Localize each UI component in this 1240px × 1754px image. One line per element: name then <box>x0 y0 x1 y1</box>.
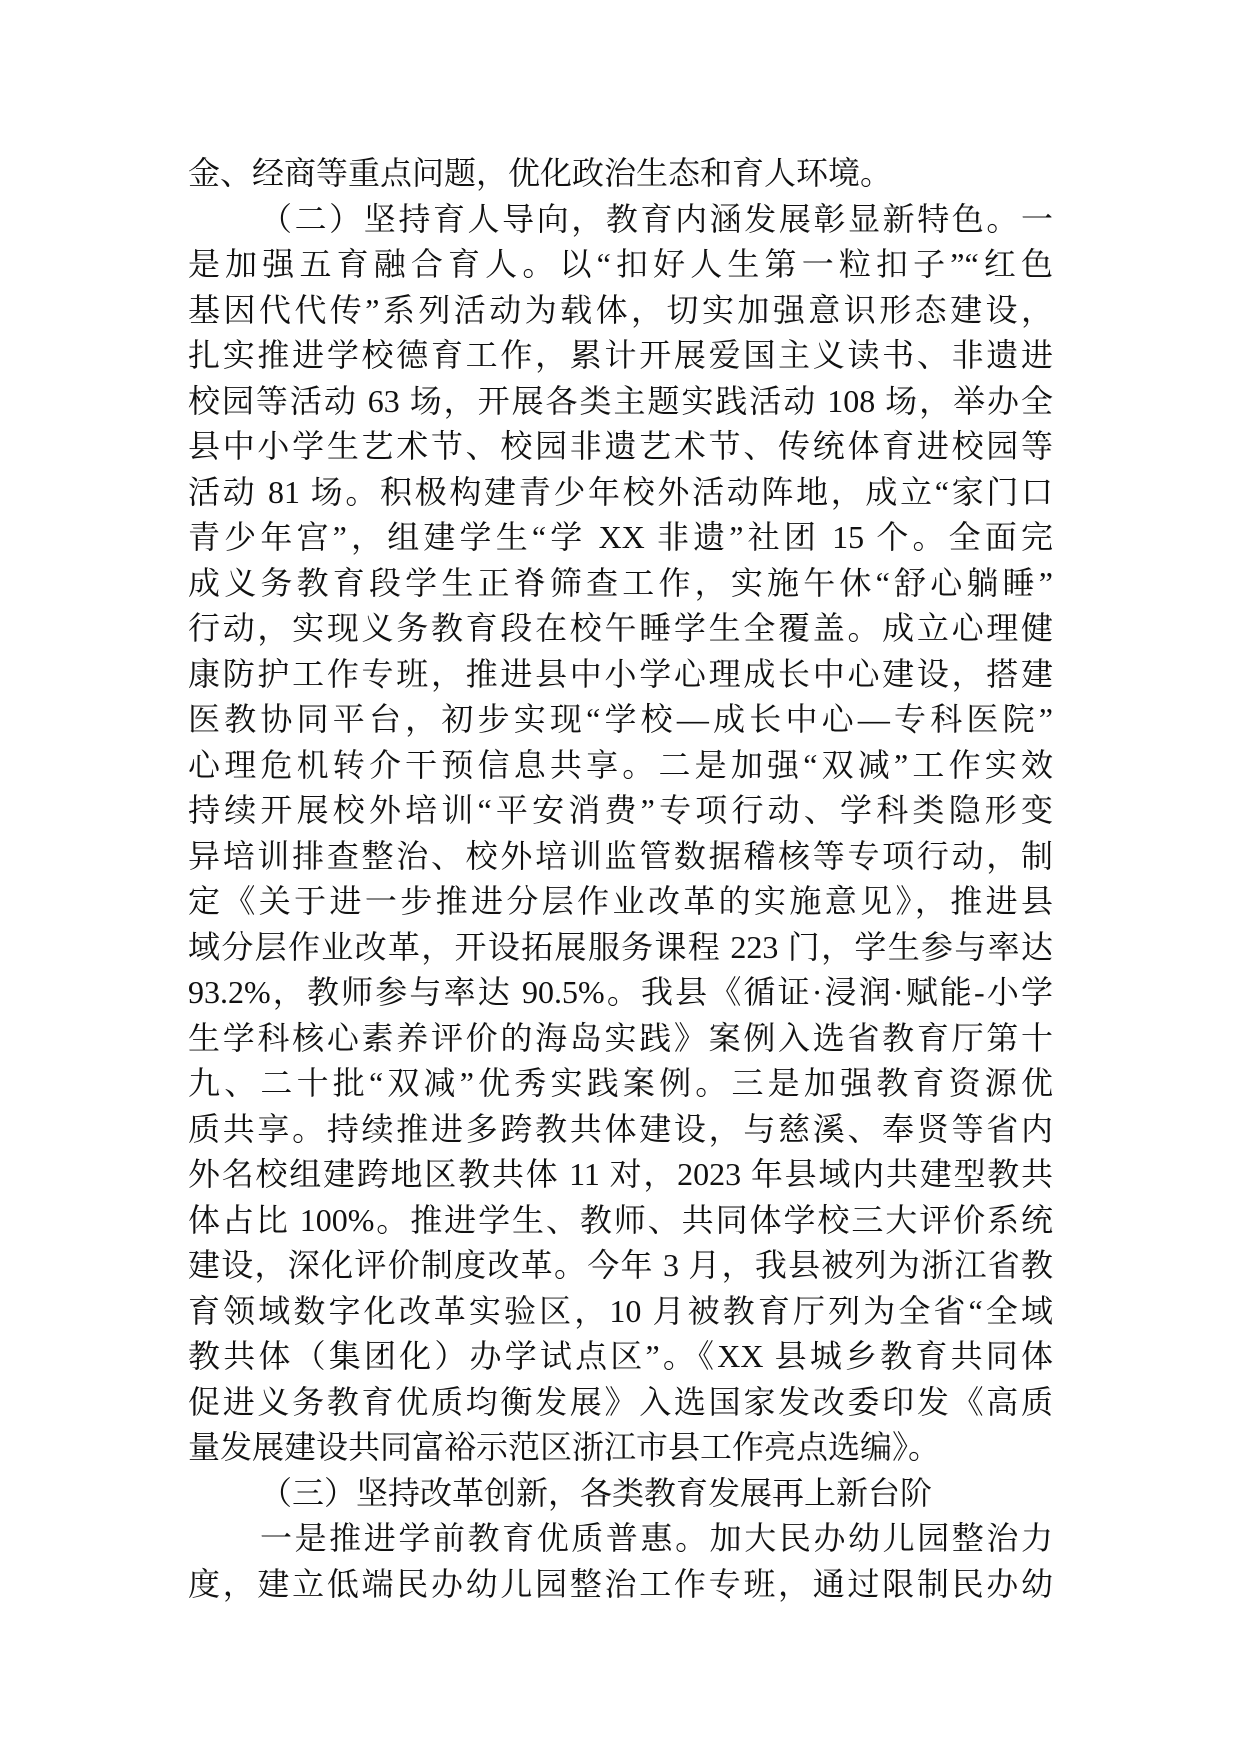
text-line: 持续开展校外培训“平安消费”专项行动、学科类隐形变 <box>188 792 1053 828</box>
text-line: 外名校组建跨地区教共体 11 对，2023 年县域内共建型教共 <box>188 1156 1053 1192</box>
section-heading: （三）坚持改革创新，各类教育发展再上新台阶 <box>260 1474 933 1511</box>
text-line: 域分层作业改革，开设拓展服务课程 223 门，学生参与率达 <box>188 928 1053 965</box>
text-line: 是加强五育融合育人。以“扣好人生第一粒扣子”“红色 <box>188 246 1053 282</box>
paragraph <box>188 1471 1053 1517</box>
text-line: 康防护工作专班，推进县中小学心理成长中心建设，搭建 <box>188 655 1053 692</box>
text-line: 成义务教育段学生正脊筛查工作，实施午休“舒心躺睡” <box>188 564 1053 601</box>
text-line: 育领域数字化改革实验区，10 月被教育厅列为全省“全域 <box>188 1292 1053 1329</box>
text-line: 青少年宫”，组建学生“学 XX 非遗”社团 15 个。全面完 <box>188 519 1053 555</box>
text-line: 一是推进学前教育优质普惠。加大民办幼儿园整治力 <box>260 1520 1053 1556</box>
text-line: 量发展建设共同富裕示范区浙江市县工作亮点选编》。 <box>188 1429 941 1465</box>
paragraph <box>188 1516 1053 1607</box>
text-line: 金、经商等重点问题，优化政治生态和育人环境。 <box>188 155 893 191</box>
text-line: 促进义务教育优质均衡发展》入选国家发改委印发《高质 <box>188 1383 1053 1420</box>
text-line: 生学科核心素养评价的海岛实践》案例入选省教育厅第十 <box>188 1019 1053 1056</box>
text-line: 定《关于进一步推进分层作业改革的实施意见》，推进县 <box>188 883 1053 919</box>
text-line: 医教协同平台，初步实现“学校—成长中心—专科医院” <box>188 701 1053 737</box>
document-body <box>188 151 1053 1607</box>
text-line: 建设，深化评价制度改革。今年 3 月，我县被列为浙江省教 <box>188 1247 1053 1283</box>
text-line: 行动，实现义务教育段在校午睡学生全覆盖。成立心理健 <box>188 610 1053 646</box>
text-line: 九、二十批“双减”优秀实践案例。三是加强教育资源优 <box>188 1065 1053 1101</box>
text-line: 质共享。持续推进多跨教共体建设，与慈溪、奉贤等省内 <box>188 1110 1053 1147</box>
text-line: 校园等活动 63 场，开展各类主题实践活动 108 场，举办全 <box>188 382 1053 419</box>
section-heading-line: （二）坚持育人导向，教育内涵发展彰显新特色。一 <box>260 200 1053 237</box>
text-line: 心理危机转介干预信息共享。二是加强“双减”工作实效 <box>188 746 1053 783</box>
text-line: 县中小学生艺术节、校园非遗艺术节、传统体育进校园等 <box>188 428 1053 464</box>
text-line: 基因代代传”系列活动为载体，切实加强意识形态建设， <box>188 291 1053 328</box>
text-line: 扎实推进学校德育工作，累计开展爱国主义读书、非遗进 <box>188 337 1053 373</box>
text-line: 体占比 100%。推进学生、教师、共同体学校三大评价系统 <box>188 1201 1053 1238</box>
text-line: 度，建立低端民办幼儿园整治工作专班，通过限制民办幼 <box>188 1565 1053 1602</box>
text-line: 活动 81 场。积极构建青少年校外活动阵地，成立“家门口 <box>188 473 1053 510</box>
paragraph <box>188 197 1053 1471</box>
text-line: 教共体（集团化）办学试点区”。《XX 县城乡教育共同体 <box>188 1338 1053 1374</box>
paragraph <box>188 151 1053 197</box>
text-line: 异培训排查整治、校外培训监管数据稽核等专项行动，制 <box>188 837 1053 874</box>
text-line: 93.2%，教师参与率达 90.5%。我县《循证·浸润·赋能-小学 <box>188 974 1053 1010</box>
